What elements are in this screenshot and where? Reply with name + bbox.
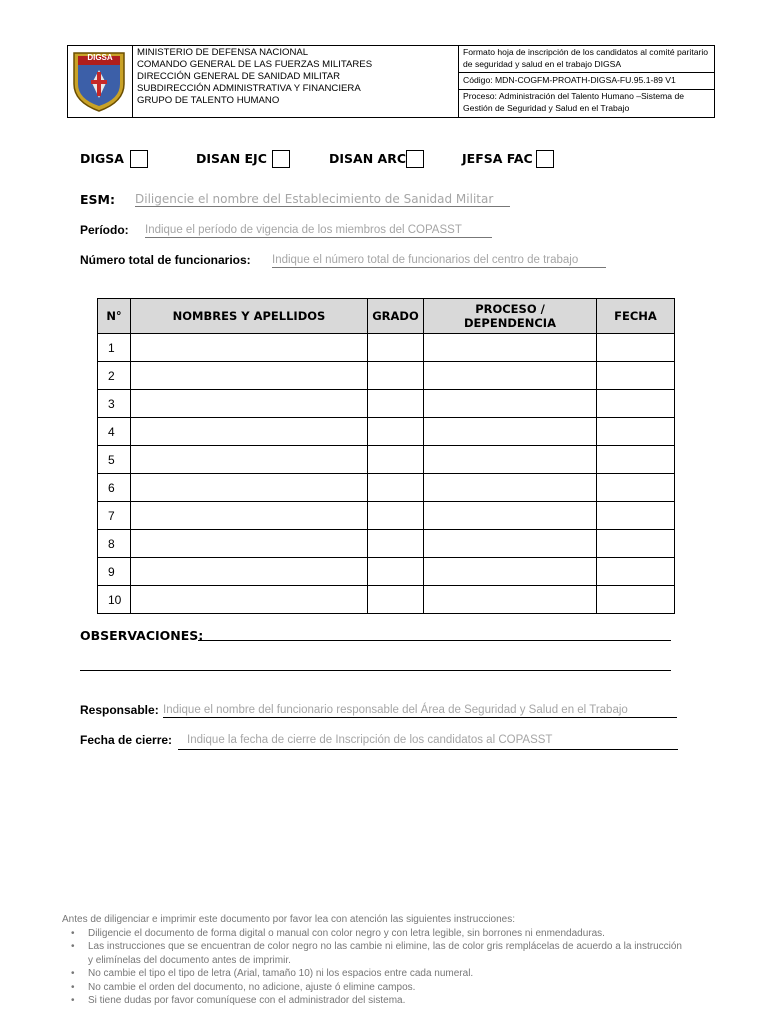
checkbox-jefsa-fac[interactable] (536, 150, 554, 168)
logo-text: DIGSA (87, 53, 113, 62)
cell-grade[interactable] (368, 390, 424, 418)
row-number: 8 (98, 530, 131, 558)
checkbox-disan-ejc[interactable] (272, 150, 290, 168)
total-funcionarios-label: Número total de funcionarios: (80, 253, 251, 267)
row-number: 6 (98, 474, 131, 502)
row-number: 10 (98, 586, 131, 614)
cell-process[interactable] (424, 502, 597, 530)
instruction-item: • No cambie el orden del documento, no adicione, ajuste ó elimine campos. (88, 981, 682, 995)
instruction-item: • Las instrucciones que se encuentran de color negro no las cambie ni elimine, las de color gris remplácelas de acuerdo a la instrucción y elimínelas del documento antes de imprimir. (88, 940, 682, 967)
org-line: MINISTERIO DE DEFENSA NACIONAL (137, 47, 309, 58)
cell-date[interactable] (597, 558, 675, 586)
esm-label: ESM: (80, 192, 115, 207)
cell-grade[interactable] (368, 446, 424, 474)
cell-grade[interactable] (368, 418, 424, 446)
cell-process[interactable] (424, 530, 597, 558)
instructions-block (62, 913, 682, 1008)
candidates-table (97, 298, 675, 614)
instruction-item: • Si tiene dudas por favor comuníquese con el administrador del sistema. (88, 994, 682, 1008)
logo-cell (68, 46, 133, 117)
cell-names[interactable] (131, 502, 368, 530)
cell-names[interactable] (131, 362, 368, 390)
cell-date[interactable] (597, 418, 675, 446)
organization-cell (132, 46, 459, 117)
cell-process[interactable] (424, 362, 597, 390)
cell-date[interactable] (597, 586, 675, 614)
row-number: 3 (98, 390, 131, 418)
format-process: Proceso: Administración del Talento Humano –Sistema de Gestión de Seguridad y Salud en el Trabajo (463, 91, 685, 113)
row-number: 9 (98, 558, 131, 586)
cell-names[interactable] (131, 474, 368, 502)
org-line: DIRECCIÓN GENERAL DE SANIDAD MILITAR (137, 71, 341, 82)
cell-date[interactable] (597, 390, 675, 418)
cell-names[interactable] (131, 586, 368, 614)
cell-process[interactable] (424, 334, 597, 362)
row-number: 2 (98, 362, 131, 390)
table-row (98, 362, 675, 390)
table-row (98, 418, 675, 446)
cell-grade[interactable] (368, 334, 424, 362)
row-number: 4 (98, 418, 131, 446)
table-row (98, 558, 675, 586)
format-code: Código: MDN-COGFM-PROATH-DIGSA-FU.95.1-89 V1 (459, 73, 714, 90)
responsable-field[interactable]: Indique el nombre del funcionario responsable del Área de Seguridad y Salud en el Trabajo (163, 703, 677, 718)
table-row (98, 390, 675, 418)
table-row (98, 530, 675, 558)
col-header-grade: GRADO (368, 299, 424, 334)
cell-date[interactable] (597, 474, 675, 502)
observaciones-label: OBSERVACIONES: (80, 628, 204, 643)
col-header-date: FECHA (597, 299, 675, 334)
instruction-item: • No cambie el tipo el tipo de letra (Arial, tamaño 10) ni los espacios entre cada numeral. (88, 967, 682, 981)
cell-names[interactable] (131, 390, 368, 418)
table-row (98, 586, 675, 614)
instructions-list (62, 927, 682, 1008)
esm-field[interactable]: Diligencie el nombre del Establecimiento de Sanidad Militar (135, 192, 510, 207)
cell-process[interactable] (424, 558, 597, 586)
periodo-field[interactable]: Indique el período de vigencia de los miembros del COPASST (145, 223, 492, 238)
cell-process[interactable] (424, 586, 597, 614)
col-header-names: NOMBRES Y APELLIDOS (131, 299, 368, 334)
row-number: 1 (98, 334, 131, 362)
fecha-cierre-field[interactable]: Indique la fecha de cierre de Inscripción de los candidatos al COPASST (178, 733, 678, 750)
observaciones-line-1[interactable] (198, 640, 671, 641)
table-row (98, 502, 675, 530)
responsable-label: Responsable: (80, 703, 159, 717)
cell-names[interactable] (131, 334, 368, 362)
format-title: Formato hoja de inscripción de los candidatos al comité paritario de seguridad y salud en el trabajo DIGSA (459, 46, 714, 73)
cell-process[interactable] (424, 474, 597, 502)
total-funcionarios-field[interactable]: Indique el número total de funcionarios del centro de trabajo (272, 253, 606, 268)
cell-process[interactable] (424, 446, 597, 474)
row-number: 5 (98, 446, 131, 474)
table-row (98, 446, 675, 474)
org-line: GRUPO DE TALENTO HUMANO (137, 95, 280, 106)
document-header (67, 45, 715, 118)
entity-label-jefsa-fac: JEFSA FAC (462, 151, 533, 166)
cell-date[interactable] (597, 502, 675, 530)
table-row (98, 334, 675, 362)
cell-grade[interactable] (368, 558, 424, 586)
cell-names[interactable] (131, 558, 368, 586)
cell-names[interactable] (131, 446, 368, 474)
cell-grade[interactable] (368, 502, 424, 530)
cell-process[interactable] (424, 390, 597, 418)
cell-grade[interactable] (368, 362, 424, 390)
col-header-number: N° (98, 299, 131, 334)
cell-date[interactable] (597, 530, 675, 558)
entity-label-disan-arc: DISAN ARC (329, 151, 406, 166)
checkbox-disan-arc[interactable] (406, 150, 424, 168)
table-row (98, 474, 675, 502)
instruction-item: • Diligencie el documento de forma digital o manual con color negro y con letra legible, sin borrones ni enmendaduras. (88, 927, 682, 941)
org-line: COMANDO GENERAL DE LAS FUERZAS MILITARES (137, 59, 373, 70)
fecha-cierre-label: Fecha de cierre: (80, 733, 173, 747)
cell-grade[interactable] (368, 586, 424, 614)
cell-grade[interactable] (368, 474, 424, 502)
cell-date[interactable] (597, 334, 675, 362)
col-header-process: PROCESO / DEPENDENCIA (424, 299, 597, 334)
entity-label-disan-ejc: DISAN EJC (196, 151, 267, 166)
cell-date[interactable] (597, 446, 675, 474)
cell-grade[interactable] (368, 530, 424, 558)
org-line: SUBDIRECCIÓN ADMINISTRATIVA Y FINANCIERA (137, 83, 361, 94)
checkbox-digsa[interactable] (130, 150, 148, 168)
observaciones-line-2[interactable] (80, 670, 671, 671)
cell-names[interactable] (131, 418, 368, 446)
row-number: 7 (98, 502, 131, 530)
instructions-intro: Antes de diligenciar e imprimir este documento por favor lea con atención las siguientes instrucciones: (62, 914, 516, 925)
table-header-row (98, 299, 675, 334)
cell-date[interactable] (597, 362, 675, 390)
cell-process[interactable] (424, 418, 597, 446)
periodo-label: Período: (80, 223, 129, 237)
entity-label-digsa: DIGSA (80, 151, 124, 166)
cell-names[interactable] (131, 530, 368, 558)
format-info-cell (459, 46, 714, 117)
